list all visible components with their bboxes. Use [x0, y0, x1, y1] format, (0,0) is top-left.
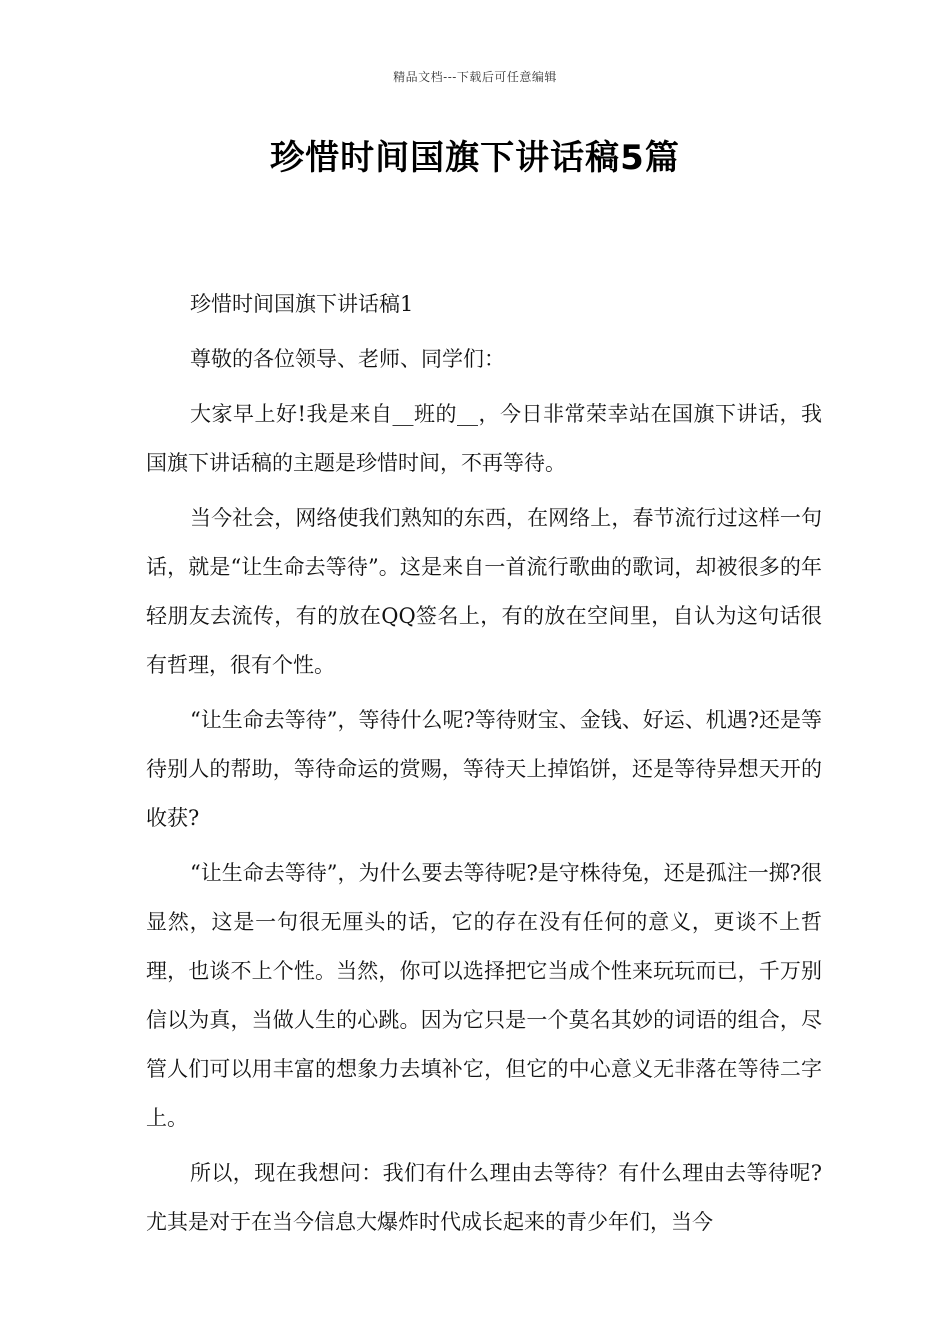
document-body	[146, 280, 822, 1253]
paragraph: “让生命去等待”，等待什么呢?等待财宝、金钱、好运、机遇?还是等待别人的帮助，等待命运的赏赐，等待天上掉馅饼，还是等待异想天开的收获?	[146, 708, 822, 830]
paragraph: 大家早上好!我是来自__班的__，今日非常荣幸站在国旗下讲话，我国旗下讲话稿的主题是珍惜时间，不再等待。	[146, 402, 822, 475]
paragraph: 当今社会，网络使我们熟知的东西，在网络上，春节流行过这样一句话，就是“让生命去等待”。这是来自一首流行歌曲的歌词，却被很多的年轻朋友去流传，有的放在QQ签名上，有的放在空间里，自认为这句话很有哲理，很有个性。	[146, 506, 822, 677]
paragraph-salutation: 尊敬的各位领导、老师、同学们：	[190, 347, 505, 371]
document-title: 珍惜时间国旗下讲话稿5篇	[270, 138, 680, 178]
paragraph: “让生命去等待”，为什么要去等待呢?是守株待兔，还是孤注一掷?很显然，这是一句很无厘头的话，它的存在没有任何的意义，更谈不上哲理，也谈不上个性。当然，你可以选择把它当成个性来玩玩而已，千万别信以为真，当做人生的心跳。因为它只是一个莫名其妙的词语的组合，尽管人们可以用丰富的想象力去填补它，但它的中心意义无非落在等待二字上。	[146, 861, 822, 1130]
page-header-note: 精品文档---下载后可任意编辑	[393, 70, 557, 84]
paragraph: 所以，现在我想问：我们有什么理由去等待？有什么理由去等待呢?尤其是对于在当今信息大爆炸时代成长起来的青少年们，当今	[146, 1161, 822, 1234]
paragraph-subtitle: 珍惜时间国旗下讲话稿1	[190, 292, 414, 316]
